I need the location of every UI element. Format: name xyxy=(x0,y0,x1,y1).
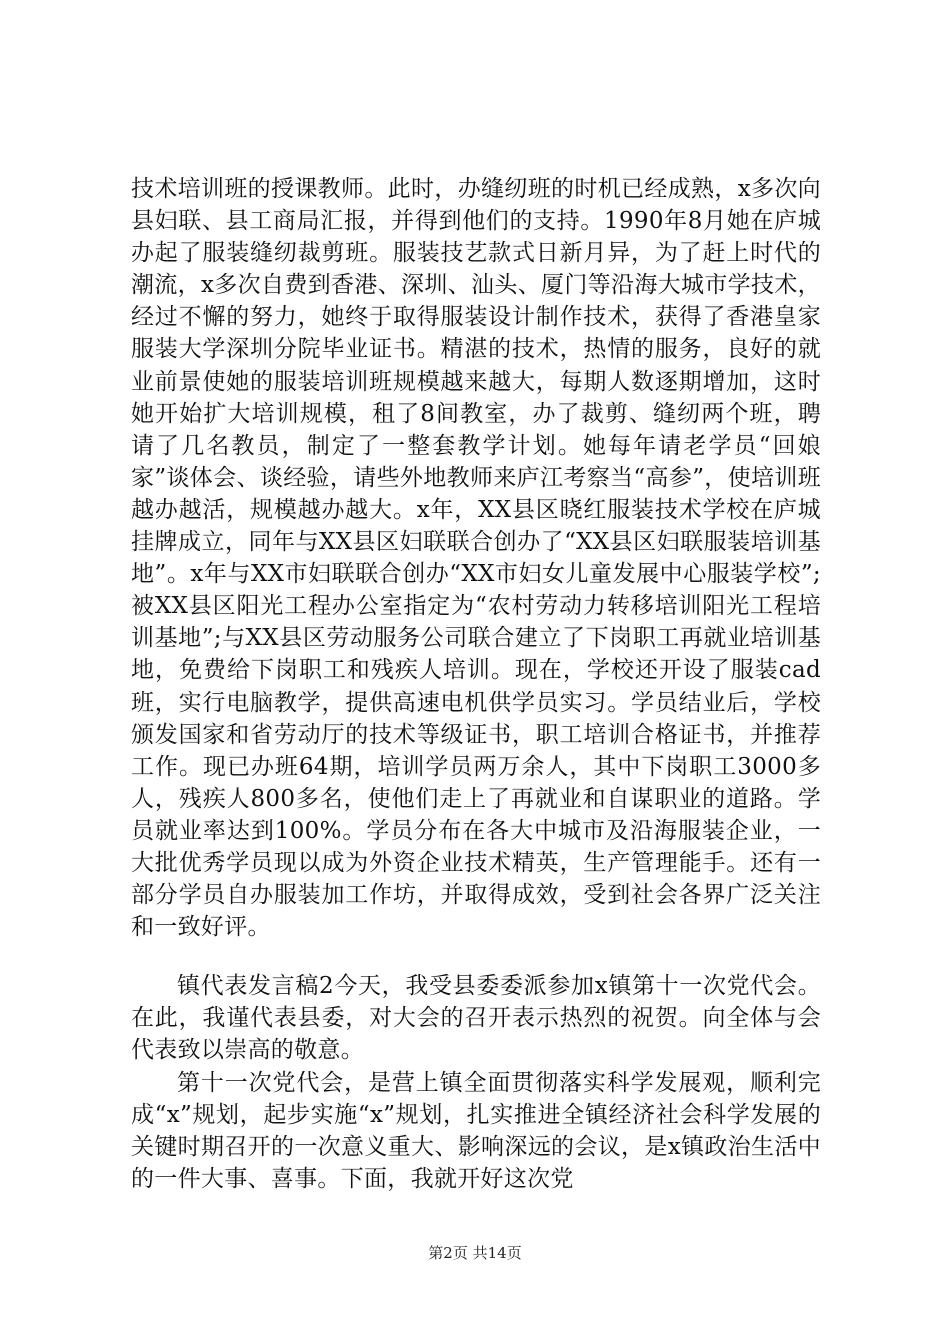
body-paragraph-2: 镇代表发言稿2今天，我受县委委派参加x镇第十一次党代会。在此，我谨代表县委，对大会的召开表示热烈的祝贺。向全体与会代表致以崇高的敬意。 xyxy=(131,973,821,1064)
page-number-footer: 第2页 共14页 xyxy=(428,1244,522,1262)
body-paragraph-1: 技术培训班的授课教师。此时，办缝纫班的时机已经成熟，x多次向县妇联、县工商局汇报，并得到他们的支持。1990年8月她在庐城办起了服装缝纫裁剪班。服装技艺款式日新月异，为了赶上时代的潮流，x多次自费到香港、深圳、汕头、厦门等沿海大城市学技术，经过不懈的努力，她终于取得服装设计制作技术，获得了香港皇家服装大学深圳分院毕业证书。精湛的技术，热情的服务，良好的就业前景使她的服装培训班规模越来越大，每期人数逐期增加，这时她开始扩大培训规模，租了8间教室，办了裁剪、缝纫两个班，聘请了几名教员，制定了一整套教学计划。她每年请老学员“回娘家”谈体会、谈经验，请些外地教师来庐江考察当“高参”，使培训班越办越活，规模越办越大。x年，XX县区晓红服装技术学校在庐城挂牌成立，同年与XX县区妇联联合创办了“XX县区妇联服装培训基地”。x年与XX市妇联联合创办“XX市妇女儿童发展中心服装学校”;被XX县区阳光工程办公室指定为“农村劳动力转移培训阳光工程培训基地”;与XX县区劳动服务公司联合建立了下岗职工再就业培训基地，免费给下岗职工和残疾人培训。现在，学校还开设了服装cad班，实行电脑教学，提供高速电机供学员实习。学员结业后，学校颁发国家和省劳动厅的技术等级证书，职工培训合格证书，并推荐工作。现已办班64期，培训学员两万余人，其中下岗职工3000多人，残疾人800多名，使他们走上了再就业和自谋职业的道路。学员就业率达到100%。学员分布在各大中城市及沿海服装企业，一大批优秀学员现以成为外资企业技术精英，生产管理能手。还有一部分学员自办服装加工作坊，并取得成效，受到社会各界广泛关注和一致好评。 xyxy=(131,176,821,941)
body-paragraph-3: 第十一次党代会，是营上镇全面贯彻落实科学发展观，顺利完成“x”规划，起步实施“x”规划，扎实推进全镇经济社会科学发展的关键时期召开的一次意义重大、影响深远的会议，是x镇政治生活中的一件大事、喜事。下面，我就开好这次党 xyxy=(131,1070,821,1193)
